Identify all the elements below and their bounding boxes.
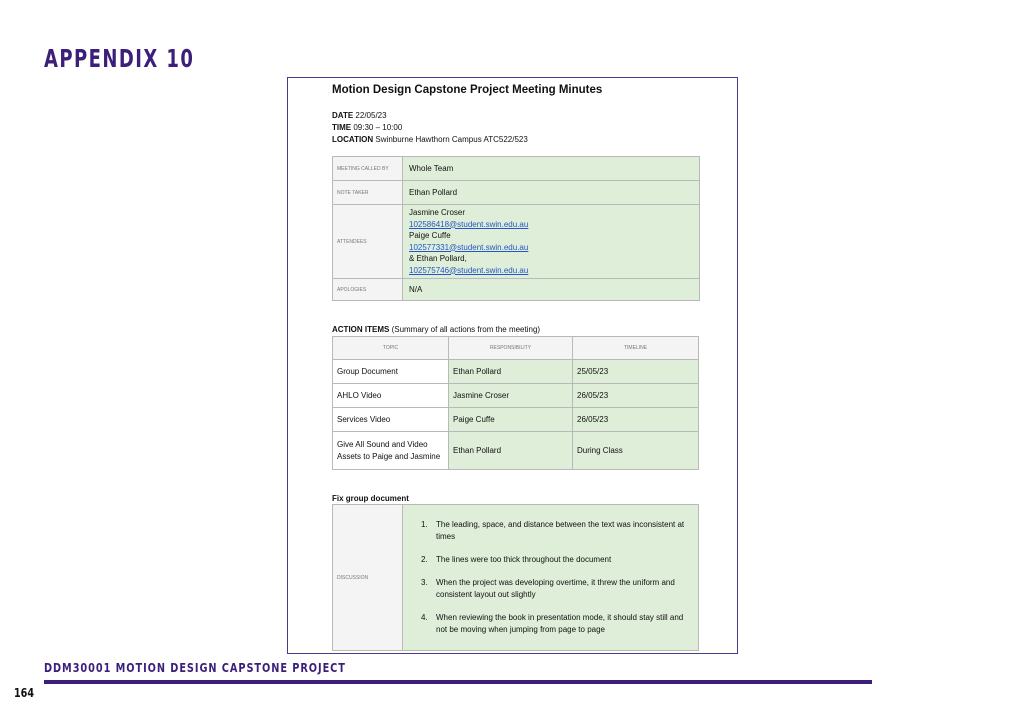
responsibility-cell: Ethan Pollard — [449, 360, 573, 384]
discussion-label: DISCUSSION — [333, 505, 403, 651]
list-item — [421, 612, 688, 636]
fix-section-title — [332, 494, 409, 503]
apologies-label: APOLOGIES — [333, 279, 403, 301]
location-label: LOCATION — [332, 135, 374, 144]
timeline-cell: 26/05/23 — [573, 408, 699, 432]
attendee-email-link[interactable]: 102586418@student.swin.edu.au — [409, 219, 529, 229]
action-items-title — [332, 325, 540, 334]
location-line — [332, 135, 528, 144]
time-label: TIME — [332, 123, 352, 132]
meeting-info-table — [332, 156, 700, 301]
topic-cell: Group Document — [333, 360, 449, 384]
attendee-line: Jasmine Croser — [409, 208, 466, 217]
list-item-number: 4. — [421, 613, 428, 622]
called-by-value: Whole Team — [403, 157, 700, 181]
time-line — [332, 123, 402, 132]
meeting-minutes-document — [287, 77, 738, 654]
appendix-title: APPENDIX 10 — [44, 44, 195, 73]
table-row — [333, 384, 699, 408]
table-row — [333, 432, 699, 470]
fix-section-title-text: Fix group document — [332, 494, 409, 503]
date-value: 22/05/23 — [355, 111, 387, 120]
note-taker-value: Ethan Pollard — [403, 181, 700, 205]
attendee-line: Paige Cuffe — [409, 231, 451, 240]
list-item-text: When reviewing the book in presentation mode, it should stay still and not be moving when jumping from page to page — [436, 613, 684, 634]
page-number: 164 — [14, 686, 35, 700]
list-item — [421, 519, 688, 543]
column-header-topic: TOPIC — [333, 337, 449, 360]
attendee-email-link[interactable]: 102577331@student.swin.edu.au — [409, 242, 529, 252]
attendees-label: ATTENDEES — [333, 205, 403, 279]
table-row — [333, 408, 699, 432]
list-item-text: When the project was developing overtime, it threw the uniform and consistent layout out slightly — [436, 578, 675, 599]
location-value: Swinburne Hawthorn Campus ATC522/523 — [375, 135, 528, 144]
list-item — [421, 577, 688, 601]
responsibility-cell: Paige Cuffe — [449, 408, 573, 432]
responsibility-cell: Ethan Pollard — [449, 432, 573, 470]
attendees-list — [403, 205, 700, 279]
footer-divider — [44, 680, 872, 684]
action-items-title-rest: (Summary of all actions from the meeting) — [389, 325, 541, 334]
apologies-value: N/A — [403, 279, 700, 301]
attendee-email-link[interactable]: 102575746@student.swin.edu.au — [409, 265, 529, 275]
timeline-cell: 25/05/23 — [573, 360, 699, 384]
discussion-list — [421, 519, 688, 636]
table-row — [333, 360, 699, 384]
topic-cell: AHLO Video — [333, 384, 449, 408]
document-heading: Motion Design Capstone Project Meeting Minutes — [332, 84, 603, 96]
responsibility-cell: Jasmine Croser — [449, 384, 573, 408]
topic-cell: Services Video — [333, 408, 449, 432]
column-header-responsibility: RESPONSIBILITY — [449, 337, 573, 360]
note-taker-label: NOTE TAKER — [333, 181, 403, 205]
footer-project-title: DDM30001 MOTION DESIGN CAPSTONE PROJECT — [44, 660, 346, 675]
list-item-number: 2. — [421, 555, 428, 564]
list-item-text: The leading, space, and distance between the text was inconsistent at times — [436, 520, 685, 541]
action-items-table — [332, 336, 699, 470]
topic-cell: Give All Sound and Video Assets to Paige and Jasmine — [333, 432, 449, 470]
called-by-label: MEETING CALLED BY — [333, 157, 403, 181]
date-label: DATE — [332, 111, 354, 120]
column-header-timeline: TIMELINE — [573, 337, 699, 360]
list-item-text: The lines were too thick throughout the document — [436, 555, 612, 564]
attendee-line: & Ethan Pollard, — [409, 254, 467, 263]
date-line — [332, 111, 387, 120]
discussion-table — [332, 504, 699, 651]
timeline-cell: During Class — [573, 432, 699, 470]
list-item — [421, 554, 688, 566]
list-item-number: 3. — [421, 578, 428, 587]
list-item-number: 1. — [421, 520, 428, 529]
action-items-title-bold: ACTION ITEMS — [332, 325, 390, 334]
timeline-cell: 26/05/23 — [573, 384, 699, 408]
discussion-content — [403, 505, 699, 651]
time-value: 09:30 – 10:00 — [353, 123, 403, 132]
